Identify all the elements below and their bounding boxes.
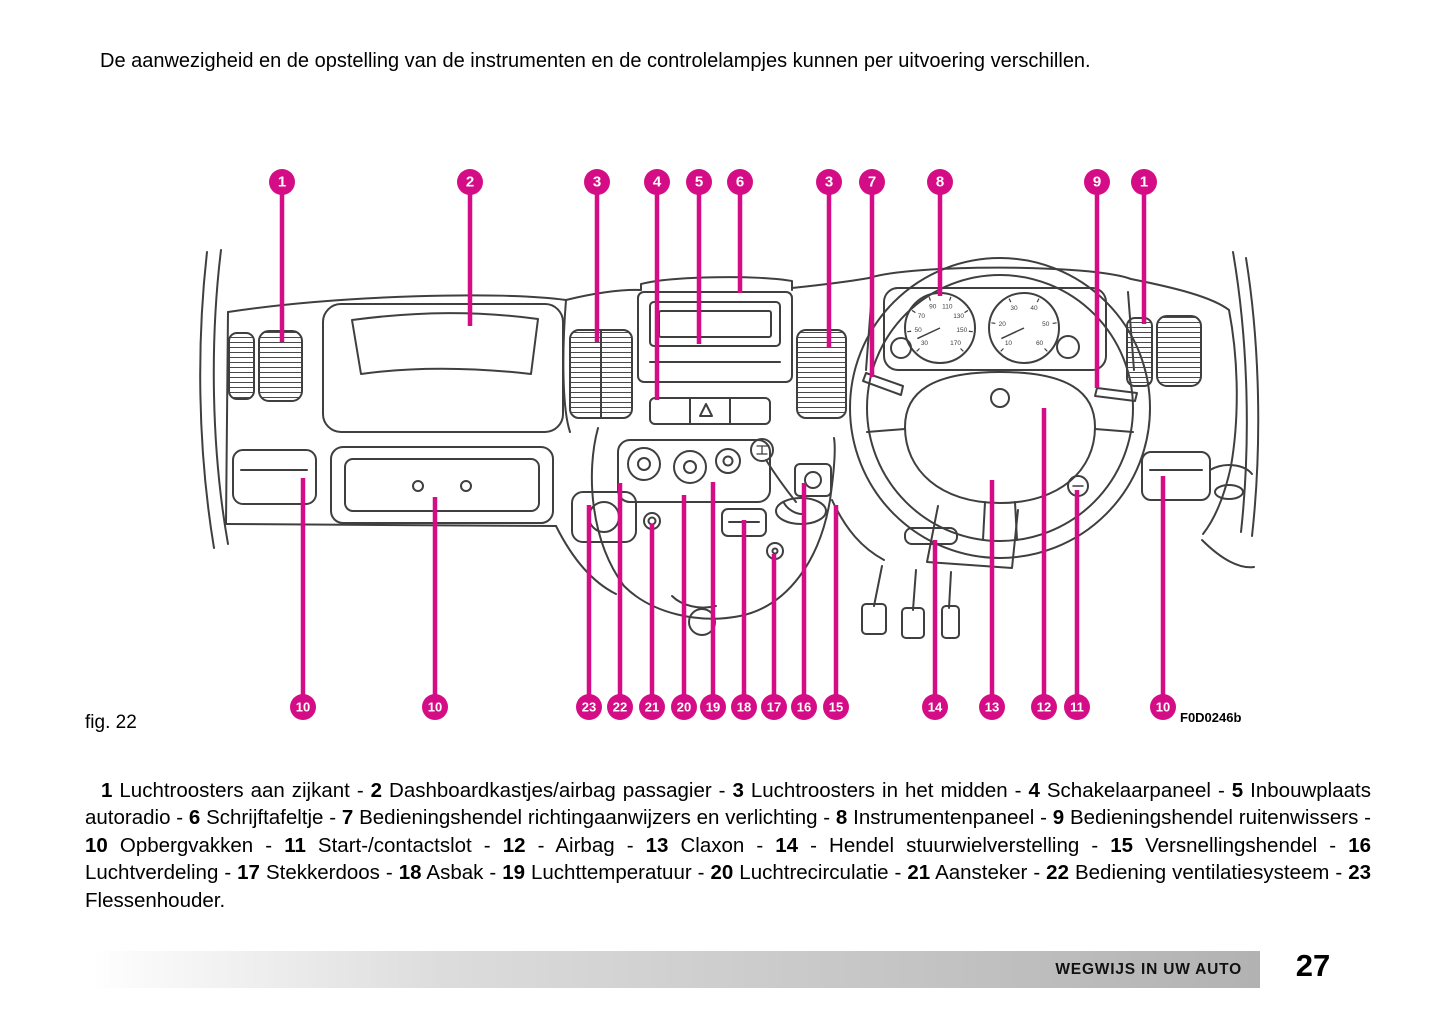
- callout-number: 17: [766, 699, 782, 715]
- legend-item-text: Instrumentenpaneel -: [847, 806, 1053, 830]
- callout-number: 9: [1092, 173, 1102, 191]
- gauge-number: 70: [917, 312, 925, 320]
- gauge-number: 50: [914, 326, 922, 334]
- pedal-arms: [874, 566, 951, 610]
- gauge-number: 170: [950, 340, 961, 348]
- dash-left-edge: [226, 312, 228, 524]
- cigarette-lighter-center: [649, 518, 656, 525]
- gauge-number: 90: [929, 303, 937, 311]
- gauge-number: 30: [920, 340, 929, 348]
- callout-number: 10: [1155, 699, 1171, 715]
- gauge-tick: [950, 297, 951, 301]
- gauge-number: 10: [1004, 340, 1013, 348]
- hazard-icon: [700, 404, 712, 416]
- wiper-stalk: [1095, 388, 1137, 401]
- dashboard-line-art: [200, 250, 1258, 638]
- gear-knob-pattern: [757, 446, 767, 454]
- gauge-tick: [1037, 299, 1039, 303]
- legend-item-number: 8: [835, 806, 848, 830]
- door-lower-line: [1202, 540, 1254, 567]
- legend-item-text: Asbak -: [421, 861, 503, 885]
- legend-item-text: Luchtroosters aan zijkant -: [112, 778, 371, 802]
- radio-slot: [659, 311, 771, 337]
- right-door-line: [1233, 252, 1247, 532]
- legend-item-number: 4: [1028, 778, 1040, 802]
- legend-item-number: 16: [1348, 833, 1371, 857]
- door-handle: [1215, 485, 1243, 499]
- callout-marker-21: [639, 694, 665, 720]
- radio-slot-frame: [650, 302, 780, 346]
- air-distribution-dial: [805, 472, 821, 488]
- hvac-knob-3-center: [724, 457, 733, 466]
- legend-item-text: Schrijftafeltje -: [200, 806, 342, 830]
- gauge-number: 130: [953, 312, 965, 320]
- callout-marker-20: [671, 694, 697, 720]
- legend-item-number: 15: [1110, 833, 1134, 857]
- legend-item-number: 1: [101, 778, 113, 802]
- legend-item-text: Start-/contactslot -: [305, 833, 503, 857]
- gauge-tick: [929, 297, 930, 301]
- gauge-needle: [1001, 328, 1024, 339]
- gauge-ticks-and-numbers: [907, 297, 1056, 351]
- gauge-number: 150: [956, 326, 968, 334]
- callout-number: 20: [676, 699, 692, 715]
- legend-item-number: 19: [502, 861, 526, 885]
- legend-item-number: 17: [237, 861, 260, 885]
- legend-item-text: Schakelaarpaneel -: [1039, 778, 1232, 802]
- legend-item-number: 3: [732, 778, 744, 802]
- callout-number: 18: [736, 699, 752, 715]
- legend-item-text: Versnellingshendel -: [1133, 833, 1349, 857]
- callout-number: 10: [427, 699, 443, 715]
- legend-item-number: 20: [710, 861, 734, 885]
- legend-item-text: Opbergvakken -: [107, 833, 285, 857]
- dash-bottom-left: [226, 524, 556, 526]
- callout-number: 3: [824, 173, 834, 191]
- right-side-vent: [1157, 316, 1201, 386]
- legend-item-number: 18: [398, 861, 422, 885]
- callout-number: 21: [644, 699, 660, 715]
- legend-item-text: Inbouwplaats autoradio -: [85, 778, 1371, 830]
- intro-text: De aanwezigheid en de opstelling van de instrumenten en de controlelampjes kunnen per uitvoering verschillen.: [100, 50, 1091, 72]
- bin-latch-right: [461, 481, 471, 491]
- legend-item-text: Claxon -: [668, 833, 776, 857]
- gauge-number: 60: [1035, 340, 1044, 348]
- callout-number: 5: [694, 173, 704, 191]
- legend-item-number: 9: [1052, 806, 1065, 830]
- legend-item-text: Bediening ventilatiesysteem -: [1068, 861, 1349, 885]
- legend-item-number: 21: [907, 861, 931, 885]
- legend-item-number: 22: [1046, 861, 1069, 885]
- dash-right-edge: [1229, 310, 1237, 466]
- callout-number: 1: [277, 173, 287, 191]
- gauge-number: 20: [998, 321, 1006, 329]
- gauge-number: 110: [942, 303, 953, 311]
- legend-item-text: Luchtrecirculatie -: [733, 861, 908, 885]
- callout-marker-23: [576, 694, 602, 720]
- callout-marker-3: [584, 169, 610, 195]
- gear-boot: [776, 498, 826, 524]
- legend-item-text: Dashboardkastjes/airbag passagier -: [382, 778, 733, 802]
- callout-marker-11: [1064, 694, 1090, 720]
- callout-marker-13: [979, 694, 1005, 720]
- dash-bottom-right: [1203, 466, 1231, 534]
- hvac-knob-1-center: [638, 458, 650, 470]
- legend-item-text: - Airbag -: [525, 833, 646, 857]
- callout-number: 12: [1036, 699, 1052, 715]
- callout-number: 22: [612, 699, 628, 715]
- callout-marker-22: [607, 694, 633, 720]
- left-a-pillar: [200, 252, 214, 548]
- gauge-tick: [917, 349, 920, 352]
- callout-marker-1: [1131, 169, 1157, 195]
- legend-item-number: 13: [645, 833, 669, 857]
- airbag-pad: [905, 372, 1095, 503]
- callout-marker-10: [1150, 694, 1176, 720]
- hvac-knob-2: [674, 451, 706, 483]
- gauge-tick: [991, 323, 995, 324]
- legend-item-text: Luchttemperatuur -: [525, 861, 711, 885]
- clutch-pedal: [862, 604, 886, 634]
- legend-item-number: 12: [502, 833, 526, 857]
- dash-top-edge-mid: [566, 290, 641, 300]
- callout-marker-3: [816, 169, 842, 195]
- lower-storage-bin-inner: [345, 459, 539, 511]
- hvac-knob-2-center: [684, 461, 696, 473]
- legend-item-number: 14: [775, 833, 799, 857]
- legend-item-text: Stekkerdoos -: [259, 861, 399, 885]
- callout-number: 16: [796, 699, 812, 715]
- legend-item-number: 5: [1231, 778, 1244, 802]
- callout-number: 13: [984, 699, 1000, 715]
- console-detail: [672, 596, 716, 608]
- legend-item-number: 7: [341, 806, 354, 830]
- legend-item-number: 10: [85, 833, 108, 857]
- figure-code: F0D0246b: [1180, 710, 1242, 725]
- callout-marker-4: [644, 169, 670, 195]
- bin-latch-left: [413, 481, 423, 491]
- callout-marker-1: [269, 169, 295, 195]
- footer-section-title: WEGWIJS IN UW AUTO: [1055, 961, 1242, 978]
- glovebox-inner: [352, 313, 538, 374]
- callout-number: 11: [1070, 699, 1084, 715]
- callout-marker-16: [791, 694, 817, 720]
- callout-marker-7: [859, 169, 885, 195]
- callout-number: 15: [828, 699, 844, 715]
- legend-item-number: 11: [284, 833, 306, 857]
- callout-marker-17: [761, 694, 787, 720]
- console-left-join: [556, 526, 616, 594]
- callout-marker-19: [700, 694, 726, 720]
- right-door-line2: [1246, 258, 1258, 536]
- accelerator-pedal: [942, 606, 959, 638]
- callout-marker-9: [1084, 169, 1110, 195]
- right-side-vent-small: [1127, 318, 1152, 386]
- temp-gauge: [1057, 336, 1079, 358]
- callout-number: 14: [927, 699, 943, 715]
- gauge-tick: [1045, 349, 1048, 352]
- legend-paragraph: [85, 777, 1371, 915]
- gauge-number: 50: [1042, 321, 1050, 329]
- gauge-tick: [961, 349, 964, 352]
- legend-item-number: 2: [370, 778, 383, 802]
- callout-marker-18: [731, 694, 757, 720]
- legend-item-text: Aansteker -: [930, 861, 1047, 885]
- gear-boot-fold: [784, 503, 802, 514]
- hvac-knob-1: [628, 448, 660, 480]
- callout-number: 4: [652, 173, 662, 191]
- gauge-tick: [965, 310, 968, 312]
- right-storage-pocket: [1142, 452, 1210, 500]
- gauge-tick: [1009, 299, 1011, 303]
- legend-item-number: 23: [1348, 861, 1372, 885]
- legend-item-text: Bedieningshendel richtingaanwijzers en verlichting -: [353, 806, 836, 830]
- gauge-tick: [1001, 349, 1004, 352]
- console-right-join: [832, 500, 884, 560]
- writing-table: [641, 277, 792, 290]
- callout-number: 19: [705, 699, 721, 715]
- left-side-vent-small: [229, 333, 254, 399]
- callout-number: 7: [867, 173, 877, 191]
- page-number: 27: [1295, 948, 1331, 983]
- legend-item-text: Flessenhouder.: [85, 888, 226, 912]
- legend-item-number: 6: [188, 806, 201, 830]
- fuel-gauge: [891, 338, 911, 358]
- wheel-emblem: [991, 389, 1009, 407]
- callout-number: 2: [465, 173, 475, 191]
- callout-number: 1: [1139, 173, 1149, 191]
- callout-number: 6: [735, 173, 745, 191]
- gauge-number: 30: [1010, 304, 1018, 312]
- legend-item-text: Luchtroosters in het midden -: [743, 778, 1029, 802]
- callout-number: 3: [592, 173, 602, 191]
- bottle-holder: [572, 492, 636, 542]
- callout-marker-6: [727, 169, 753, 195]
- air-distribution-control: [795, 464, 831, 496]
- gauge-tick: [912, 310, 915, 312]
- hvac-knob-3: [716, 449, 740, 473]
- callout-layer: [269, 169, 1176, 720]
- legend-item-text: Bedieningshendel ruitenwissers -: [1064, 806, 1371, 830]
- callout-marker-14: [922, 694, 948, 720]
- brake-pedal: [902, 608, 924, 638]
- power-socket-pin: [773, 549, 778, 554]
- callout-number: 23: [581, 699, 597, 715]
- legend-item-text: - Hendel stuurwielverstelling -: [798, 833, 1111, 857]
- legend-item-text: Luchtverdeling -: [85, 861, 238, 885]
- callout-marker-8: [927, 169, 953, 195]
- footer-bar: [96, 951, 1260, 988]
- callout-marker-15: [823, 694, 849, 720]
- callout-marker-2: [457, 169, 483, 195]
- callout-marker-5: [686, 169, 712, 195]
- gauge-number: 40: [1030, 304, 1038, 312]
- callout-marker-12: [1031, 694, 1057, 720]
- callout-marker-10: [290, 694, 316, 720]
- callout-marker-10: [422, 694, 448, 720]
- center-right-vents: [797, 330, 846, 418]
- figure-label: fig. 22: [85, 712, 137, 733]
- callout-number: 10: [295, 699, 311, 715]
- gauge-tick: [1053, 323, 1057, 324]
- callout-number: 8: [935, 173, 945, 191]
